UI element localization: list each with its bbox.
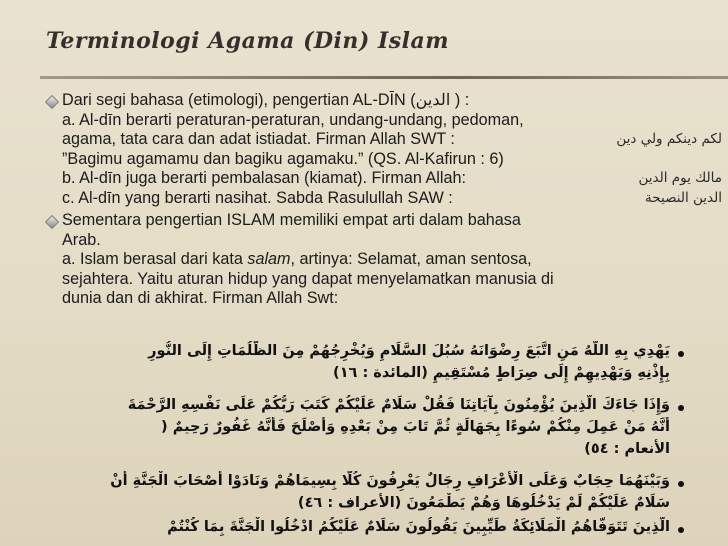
text-line: Arab. xyxy=(62,230,101,249)
emphasis-salam: salam xyxy=(247,250,291,269)
diamond-bullet-icon xyxy=(45,95,59,109)
verse-bullet-dot xyxy=(678,351,684,357)
text-line xyxy=(62,250,722,270)
verse-line: الأنعام : ٥٤) xyxy=(584,441,670,457)
verse-line: بِإِذْنِهِ وَيَهْدِيهِمْ إِلَى صِرَاطٍ مُسْتَقِيمٍ (المائدة : ١٦) xyxy=(333,365,670,381)
verse-line: يَهْدِي بِهِ اللَّهُ مَنِ اتَّبَعَ رِضْوَانَهُ سُبُلَ السَّلَامِ وَيُخْرِجُهُمْ مِنَ الظُّلُمَاتِ إِلَى النُّورِ xyxy=(148,343,670,359)
text-line: sejahtera. Yaitu aturan hidup yang dapat menyelamatkan manusia di xyxy=(62,269,554,288)
verse-line: أَنَّهُ مَنْ عَمِلَ مِنْكُمْ سُوءًا بِجَهَالَةٍ ثُمَّ تَابَ مِنْ بَعْدِهِ وَأَصْلَحَ فَأَنَّهُ غَفُورٌ رَحِيمٌ ( xyxy=(161,419,670,435)
text-segment: agama, tata cara dan adat istiadat. Firman Allah SWT : xyxy=(62,130,455,149)
text-line xyxy=(62,169,722,189)
text-line: Sementara pengertian ISLAM memiliki empat arti dalam bahasa xyxy=(62,211,521,229)
verse-bullet-dot xyxy=(678,405,684,411)
verse-bullet-dot xyxy=(678,481,684,487)
text-line xyxy=(62,130,722,150)
text-segment: , artinya: Selamat, aman sentosa, xyxy=(290,250,532,269)
verse-bullet-dot xyxy=(678,527,684,533)
bullet-etimologi-text xyxy=(62,91,722,209)
text-line: ”Bagimu agamamu dan bagiku agamaku.” (QS. Al-Kafirun : 6) xyxy=(62,149,504,168)
verse-line: وَإِذَا جَاءَكَ الَّذِينَ يُؤْمِنُونَ بِآيَاتِنَا فَقُلْ سَلَامٌ عَلَيْكُمْ كَتَبَ رَبُّكُمْ عَلَى نَفْسِهِ الرَّحْمَةَ xyxy=(127,397,670,413)
arabic-phrase: مالك يوم الدين xyxy=(638,170,722,187)
verse-line: الَّذِينَ تَتَوَفَّاهُمُ الْمَلَائِكَةُ طَيِّبِينَ يَقُولُونَ سَلَامٌ عَلَيْكُمُ ادْخُلُوا الْجَنَّةَ بِمَا كُنْتُمْ xyxy=(167,519,670,535)
text-line: dunia dan di akhirat. Firman Allah Swt: xyxy=(62,289,339,308)
text-segment: b. Al-dīn juga berarti pembalasan (kiamat). Firman Allah: xyxy=(62,169,466,188)
slide-title: Terminologi Agama (Din) Islam xyxy=(46,28,450,54)
text-segment: a. Islam berasal dari kata xyxy=(62,250,248,269)
title-underline xyxy=(40,76,728,79)
verse-line: سَلَامٌ عَلَيْكُمْ لَمْ يَدْخُلُوهَا وَهُمْ يَطْمَعُونَ (الأعراف : ٤٦) xyxy=(297,495,670,511)
arabic-phrase: الدين النصيحة xyxy=(645,189,722,206)
arabic-phrase: لكم دينكم ولي دين xyxy=(616,131,722,148)
slide-content xyxy=(0,86,728,546)
text-segment: c. Al-dīn yang berarti nasihat. Sabda Rasulullah SAW : xyxy=(62,188,453,207)
verse-line: وَبَيْنَهُمَا حِجَابٌ وَعَلَى الْأَعْرَافِ رِجَالٌ يَعْرِفُونَ كُلًّا بِسِيمَاهُمْ وَنَادَوْا أَصْحَابَ الْجَنَّةِ أَنْ xyxy=(110,473,670,489)
slide-header xyxy=(0,0,728,82)
diamond-bullet-icon xyxy=(45,215,59,229)
text-line xyxy=(62,189,722,209)
text-line: Dari segi bahasa (etimologi), pengertian AL-DĪN (الدين ) : xyxy=(62,91,470,109)
bullet-islam-text xyxy=(62,211,722,309)
text-line: a. Al-dīn berarti peraturan-peraturan, undang-undang, pedoman, xyxy=(62,110,524,129)
